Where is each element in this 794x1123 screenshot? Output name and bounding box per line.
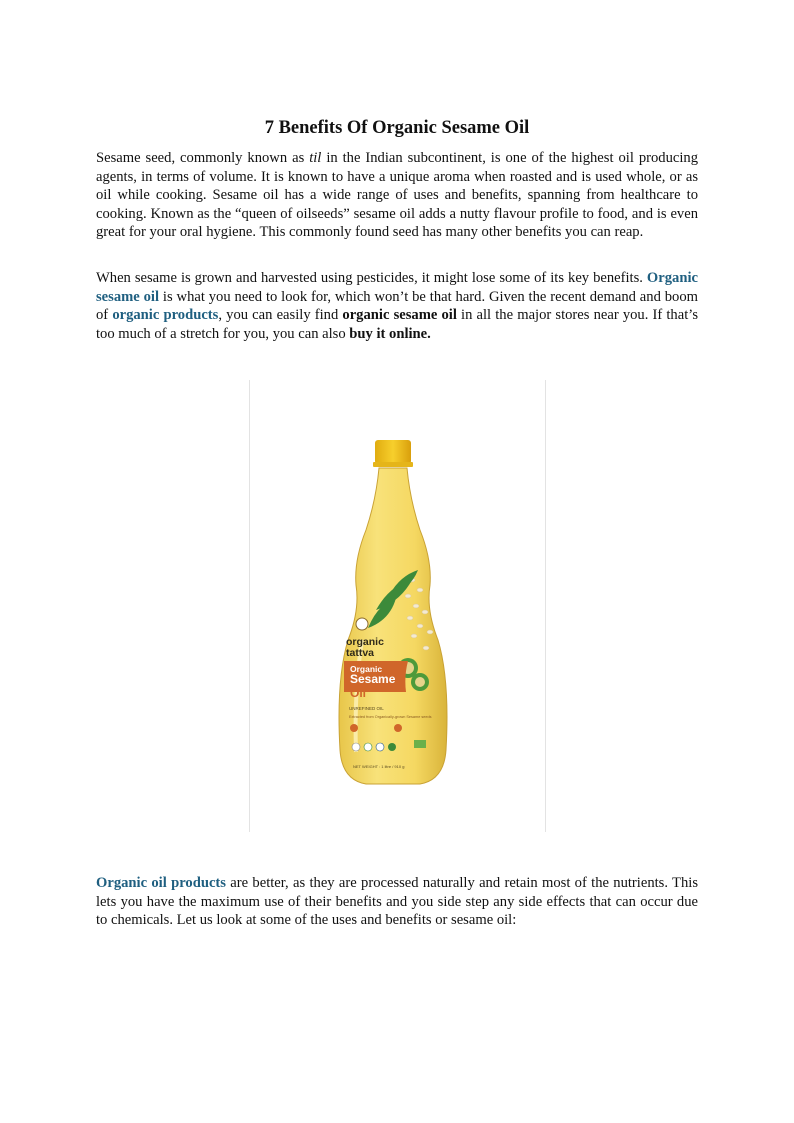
italic-term: til — [309, 150, 322, 166]
product-name-line3: Oil — [350, 686, 367, 700]
text-run: are better, as they are processed naturally and retain most of the nutrients. This lets you have the maximum use of their benefits and you side step any side effects that can occur due to chemicals. Let us look at some of the uses and benefits or sesame oil: — [96, 875, 698, 929]
cap-ring — [373, 462, 413, 467]
eu-organic-logo-icon — [414, 740, 426, 748]
brand-seal-icon — [356, 618, 368, 630]
product-name-line1: Organic — [350, 664, 383, 674]
certification-logo-icon — [388, 743, 396, 751]
pod-icon-inner — [415, 677, 425, 687]
organic-oil-products-link[interactable]: Organic oil products — [96, 875, 226, 891]
organic-sesame-oil-link[interactable]: Organic sesame oil — [96, 270, 698, 305]
intro-paragraph — [96, 149, 698, 242]
certification-logo-icon — [376, 743, 384, 751]
badge-icon — [394, 724, 402, 732]
brand-name-line1: organic — [346, 636, 384, 648]
product-name-line2: Sesame — [350, 672, 396, 686]
certification-logo-icon — [352, 743, 360, 751]
bottle-cap — [375, 440, 411, 464]
text-run: in the Indian subcontinent, is one of the highest oil producing agents, in terms of volume. It is known to have a unique aroma when roasted and is used whole, or as oil while cooking. Sesame oil has a wide range of uses and benefits, spanning from healthcare to cooking. Known as the “queen of oilseeds” sesame oil adds a nutty flavour profile to food, and is even great for your oral hygiene. This commonly found seed has many other benefits you can reap. — [96, 150, 698, 241]
buy-online-text: buy it online. — [349, 325, 431, 342]
tagline-label: Extracted from Organically-grown Sesame seeds — [349, 715, 432, 719]
net-weight-label: NET WEIGHT : 1 litre / 910 g — [353, 764, 405, 769]
brand-name-line2: tattva — [346, 647, 375, 659]
organic-oil-paragraph — [96, 874, 698, 930]
badge-icon — [350, 724, 358, 732]
product-image — [249, 380, 546, 832]
text-run: , you can easily find — [218, 307, 343, 324]
sesame-oil-bottle-illustration — [250, 380, 545, 832]
organic-products-link[interactable]: organic products — [112, 307, 219, 324]
text-run: When sesame is grown and harvested using pesticides, it might lose some of its key benefits. — [96, 270, 647, 286]
oil-type-label: UNREFINED OIL — [349, 706, 384, 711]
certification-logo-icon — [364, 743, 372, 751]
pesticides-paragraph — [96, 269, 698, 343]
text-run: in all the major stores near you. If that’s too much of a stretch for you, you can also — [96, 307, 698, 342]
text-run: Sesame seed, commonly known as — [96, 150, 310, 166]
bold-term: organic sesame oil — [342, 307, 457, 324]
page-title: 7 Benefits Of Organic Sesame Oil — [264, 118, 530, 138]
text-run: is what you need to look for, which won’t be that hard. Given the recent demand and boom of — [96, 288, 698, 324]
